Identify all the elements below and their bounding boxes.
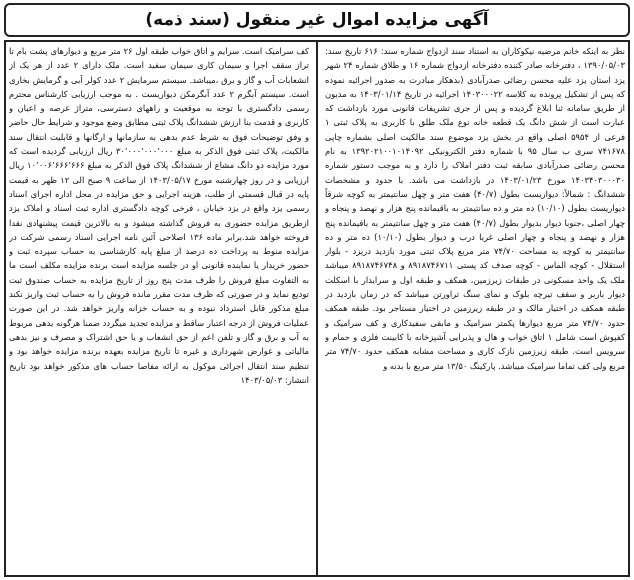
notice-text-right: نظر به اینکه خانم مرضیه نیکوکاران به استناد سند ازدواج شماره سند: ۶۱۶ تاریخ سند: ۱۳۹۰/۰۵/۰۳ ، دفترخانه صادر کننده دفترخانه ازدواج شماره ۱۶ و طلاق شماره ۲۴ شهر یزد استان یزد علیه محسن رضائی صدرآبادی (بدهکار مبادرت به صدور اجرائیه نموده که پس از تشکیل پرونده به کلاسه ۱۴۰۳۰۰۰۲۲ اجرائیه در تاریخ ۱۴۰۳/۰۱/۱۴ به مدیون از طریق سامانه ثنا ابلاغ گردیده و پس از جری تشریفات قانونی مورد بازداشت که عبارت است از شش دانگ یک قطعه خانه نوع ملک طلق با کاربری به پلاک ثبتی ۱ فرعی از ۵۹۵۴ اصلی واقع در بخش یزد موضوع سند مالکیت اصلی بشماره چاپی ۷۴۱۶۷۸ سری ب سال ۹۵ با شماره دفتر الکترونیکی ۱۳۹۲۰۲۱۰۰۱۰۱۴۰۹۲ به نام محسن رضائی صدرآبادی سابقه ثبت دفتر املاک را دارد و به موجب دستور شماره ۱۴۰۳۴۰۳۰۰۰۳۰ مورخ ۱۴۰۳/۰۱/۲۳ در بازداشت می باشد. با حدود و مشخصات ششدانگ : شمالاً: دیواریست بطول (۴۰/۷) هفت متر و چهل سانتیمتر به کوچه شرقاً دیواریست بطول (۱۰/۱۰) ده متر و ده سانتیمتر به باقیمانده پنج هزار و نهصد و پنجاه و چهار اصلی ،جنوبا دیوار بدیوار بطول (۴۰/۷) هفت متر و چهل سانتیمتر به باقیمانده پنج هزار و نهصد و پنجاه و چهار اصلی غربا درب و دیوار بطول (۱۰/۱۰) ده متر و ده سانتیمتر به کوچه به مساحت ۷۴/۷۰ متر مربع پلاک ثبتی مورد بازدید دریزد - بلوار استقلال - کوچه الماس - کوچه صدف کد پستی ۸۹۱۸۷۴۶۷۱۱ و ۸۹۱۸۷۴۶۷۴۸ میباشد ملک یک واحد مسکونی در طبقات زیرزمین، همکف و طبقه اول و سرایدار با اسکلت دیوار باربر و سقف تیرچه بلوک و نمای سنگ تراورتن میباشد که در زمان بازدید در طبقه همکف در اختیار مالک و در طبقه زیرزمین در اختیار مستاجر بود. طبقه همکف حدود ۷۴/۷۰ متر مربع دیوارها پکمتر سرامیک و مابقی سفیدکاری و کف سرامیک و کفپوش است شامل ۱ اتاق خواب و هال و پذیرایی آشپزخانه با کابینت فلزی و حمام و سرویس است. طبقه زیرزمین نازک کاری و مساحت مشابه همکف حدود ۷۴/۷۰ متر مربع ولی کف تماما سرامیک میباشد. پارکینگ ۱۳/۵۰ متر مربع با بدنه و: [325, 46, 625, 371]
notice-title-box: [4, 3, 630, 37]
notice-text-left: کف سرامیک است. سرایم و اتاق خواب طبقه اول ۲۶ متر مربع و دیوارهای پشت بام تا تراز سقف اجرا و سیمان کاری سیمان سفید است. ملک دارای ۲ عدد از هر یک از انشعابات آب و گاز و برق ،میباشد. سیستم سرمایش ۲ عدد کولر آبی و گرمایش بخاری است. سیستم آبگرم ۲ عدد آبگرمکن دیواریست . به موجب ارزیابی کارشناس محترم رسمی دادگستری با توجه به موقعیت و راههای دسترسی، متراژ عرصه و اعیان و کاربری و قدمت بنا ارزش ششدانگ پلاک ثبتی مطابق وضع موجود و شرایط حال حاضر و وفق توضیحات فوق به شرط عدم بدهی به سازمانها و ارگانها و قابلیت انتقال سند مالکیت، پلاک ثبتی فوق الذکر به مبلغ ۳۰٬۰۰۰٬۰۰۰٬۰۰۰ ریال ارزیابی گردیده است که مورد مزایده دو دانگ مشاع از ششدانگ پلاک فوق الذکر به مبلغ ۱۰٬۰۰۶٬۶۶۶٬۶۶۶ ریال ارزیابی و در روز چهارشنبه مورخ ۱۴۰۳/۰۵/۱۷ از ساعت ۹ صبح الی ۱۲ ظهر به قیمت پایه در قبال قسمتی از طلب، هزینه اجرایی و حق مزایده در محل اداره اجرای اسناد رسمی یزد واقع در یزد خیابان ، فرخی کوچه دادگستری اداره ثبت اسناد و املاک یزد ازطریق مزایده حضوری به فروش گذاشته میشود و به بالاترین قیمت پیشنهادی نقدا فروخته خواهد شد.برابر ماده ۱۳۶ اصلاحی آئین نامه اجرایی اسناد رسمی شرکت در مزایده منوط به پرداخت ده درصد از مبلغ پایه کارشناسی به حساب سپرده ثبت و حضور خریدار یا نماینده قانونی او در جلسه مزایده است برنده مزایده مکلف است ما به التفاوت مبلغ فروش را ظرف مدت پنج روز از تاریخ مزایده به حساب صندوق ثبت توديع نماید و در صورتی که ظرف مدت مقرر مانده فروش را به حساب ثبت واریز نکند مبلغ مذکور قابل استرداد نبوده و به حساب خزانه واریز خواهد شد. در این صورت عملیات فروش از درجه اعتبار ساقط و مزایده تجدید میگردد ضمنا هرگونه بدهی مربوط به آب و برق و گاز و تلفن اعم از حق انشعاب و یا حق اشتراک و مصرف و نیز بدهی مالیاتی و عوارض شهرداری و غیره تا تاریخ مزایده بعهده برنده مزایده خواهد بود و تنظیم سند انتقال اجرائی موکول به ارائه مفاصا حساب های مذکور خواهد بود تاریخ انتشار: ۱۴۰۳/۰۵/۰۳: [9, 46, 309, 385]
notice-column-right: [325, 44, 625, 574]
column-divider: [316, 40, 318, 577]
notice-title: آگهی مزایده اموال غیر منقول (سند ذمه): [145, 10, 489, 30]
notice-column-left: [9, 44, 309, 574]
